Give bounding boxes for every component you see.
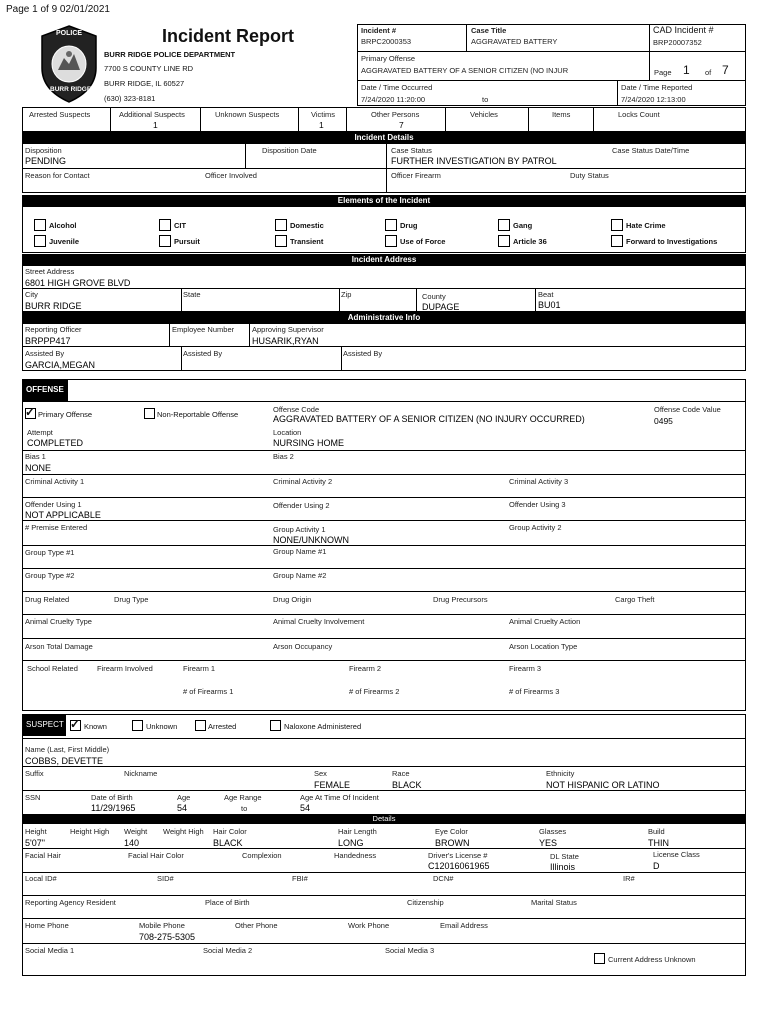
- victims-label: Victims: [311, 110, 336, 119]
- approving-supervisor-value: HUSARIK,RYAN: [252, 336, 319, 346]
- license-class-value: D: [653, 861, 660, 871]
- location-label: Location: [273, 428, 302, 437]
- offense-code-label: Offense Code: [273, 405, 320, 414]
- eye-color-label: Eye Color: [435, 827, 468, 836]
- drug-origin-label: Drug Origin: [273, 595, 312, 604]
- element-pursuit-label: Pursuit: [174, 237, 200, 246]
- report-title: Incident Report: [162, 26, 295, 46]
- cad-incident-value: BRP20007352: [653, 38, 702, 47]
- sex-value: FEMALE: [314, 780, 351, 790]
- element-alcohol-label: Alcohol: [49, 221, 77, 230]
- element-hate-crime-label: Hate Crime: [626, 221, 666, 230]
- state-label: State: [183, 290, 201, 299]
- drivers-license-value: C12016061965: [428, 861, 490, 871]
- license-class-label: License Class: [653, 850, 700, 859]
- sid-label: SID#: [157, 874, 174, 883]
- victims-value: 1: [319, 120, 324, 130]
- administrative-info-bar: Administrative Info: [22, 312, 746, 323]
- criminal-activity-2-label: Criminal Activity 2: [273, 477, 333, 486]
- element-use-of-force-label: Use of Force: [400, 237, 446, 246]
- firearm-3-label: Firearm 3: [509, 664, 542, 673]
- dl-state-value: Illinois: [550, 862, 576, 872]
- police-badge-logo: [36, 24, 102, 104]
- bias1-label: Bias 1: [25, 452, 46, 461]
- criminal-activity-3-label: Criminal Activity 3: [509, 477, 569, 486]
- handedness-label: Handedness: [334, 851, 377, 860]
- element-cit-label: CIT: [174, 221, 187, 230]
- items-label: Items: [552, 110, 571, 119]
- arrested-suspects-label: Arrested Suspects: [29, 110, 91, 119]
- element-hate-crime-checkbox[interactable]: [611, 219, 623, 231]
- badge-bottom-text: BURR RIDGE: [50, 86, 92, 93]
- home-phone-label: Home Phone: [25, 921, 69, 930]
- department-address2: BURR RIDGE, IL 60527: [104, 79, 185, 88]
- premise-entered-label: # Premise Entered: [25, 523, 88, 532]
- social-media-3-label: Social Media 3: [385, 946, 435, 955]
- element-juvenile-label: Juvenile: [49, 237, 80, 246]
- page-number: 1: [683, 63, 690, 77]
- assisted-by-1-value: GARCIA,MEGAN: [25, 360, 96, 370]
- eye-color-value: BROWN: [435, 838, 470, 848]
- bias1-value: NONE: [25, 463, 52, 473]
- firearm-2-label: Firearm 2: [349, 664, 382, 673]
- incident-details-bar: Incident Details: [22, 132, 746, 143]
- page-header: Page 1 of 9 02/01/2021: [6, 4, 110, 15]
- element-use-of-force-checkbox[interactable]: [385, 235, 397, 247]
- offender-using-3-label: Offender Using 3: [509, 500, 566, 509]
- elements-bar: Elements of the Incident: [22, 195, 746, 206]
- build-value: THIN: [648, 838, 669, 848]
- offense-tag: OFFENSE: [22, 379, 68, 401]
- zip-label: Zip: [341, 290, 352, 299]
- offender-using-1-label: Offender Using 1: [25, 500, 82, 509]
- current-address-unknown-checkbox[interactable]: [594, 953, 605, 964]
- arson-location-type-label: Arson Location Type: [509, 642, 578, 651]
- officer-involved-label: Officer Involved: [205, 171, 257, 180]
- bias2-label: Bias 2: [273, 452, 294, 461]
- beat-label: Beat: [538, 290, 554, 299]
- attempt-value: COMPLETED: [27, 438, 84, 448]
- drug-type-label: Drug Type: [114, 595, 149, 604]
- street-address-value: 6801 HIGH GROVE BLVD: [25, 278, 131, 288]
- additional-suspects-value: 1: [153, 120, 158, 130]
- ir-label: IR#: [623, 874, 635, 883]
- drug-precursors-label: Drug Precursors: [433, 595, 488, 604]
- city-value: BURR RIDGE: [25, 301, 82, 311]
- non-reportable-offense-label: Non-Reportable Offense: [157, 410, 239, 419]
- email-address-label: Email Address: [440, 921, 488, 930]
- facial-hair-label: Facial Hair: [25, 851, 61, 860]
- sex-label: Sex: [314, 769, 327, 778]
- badge-top-text: POLICE: [56, 30, 83, 37]
- age-range-label: Age Range: [224, 793, 262, 802]
- disposition-value: PENDING: [25, 156, 67, 166]
- vehicles-label: Vehicles: [470, 110, 498, 119]
- age-value: 54: [177, 803, 188, 813]
- element-cit-checkbox[interactable]: [159, 219, 171, 231]
- page-total: 7: [722, 63, 729, 77]
- age-range-to: to: [241, 804, 248, 813]
- group-type-2-label: Group Type #2: [25, 571, 75, 580]
- element-gang-label: Gang: [513, 221, 533, 230]
- nickname-label: Nickname: [124, 769, 158, 778]
- arson-total-damage-label: Arson Total Damage: [25, 642, 93, 651]
- element-drug-label: Drug: [400, 221, 418, 230]
- complexion-label: Complexion: [242, 851, 282, 860]
- occurred-label: Date / Time Occurred: [361, 83, 433, 92]
- element-article-36-checkbox[interactable]: [498, 235, 510, 247]
- incident-address-bar: Incident Address: [22, 254, 746, 265]
- occurred-value: 7/24/2020 11:20:00: [361, 95, 426, 104]
- group-name-2-label: Group Name #2: [273, 571, 327, 580]
- department-address1: 7700 S COUNTY LINE RD: [104, 64, 194, 73]
- current-address-unknown-label: Current Address Unknown: [608, 955, 696, 964]
- case-status-date-label: Case Status Date/Time: [612, 146, 690, 155]
- element-gang-checkbox[interactable]: [498, 219, 510, 231]
- offender-using-1-value: NOT APPLICABLE: [25, 510, 101, 520]
- incident-number-label: Incident #: [361, 26, 397, 35]
- reason-for-contact-label: Reason for Contact: [25, 171, 90, 180]
- element-transient-checkbox[interactable]: [275, 235, 287, 247]
- dob-value: 11/29/1965: [91, 803, 136, 813]
- unknown-suspects-label: Unknown Suspects: [215, 110, 280, 119]
- element-drug-checkbox[interactable]: [385, 219, 397, 231]
- disposition-date-label: Disposition Date: [262, 146, 317, 155]
- group-activity-1-value: NONE/UNKNOWN: [273, 535, 349, 545]
- fbi-label: FBI#: [292, 874, 308, 883]
- build-label: Build: [648, 827, 665, 836]
- element-juvenile-checkbox[interactable]: [34, 235, 46, 247]
- department-name: BURR RIDGE POLICE DEPARTMENT: [104, 50, 236, 59]
- reported-value: 7/24/2020 12:13:00: [621, 95, 686, 104]
- case-title-value: AGGRAVATED BATTERY: [471, 37, 558, 46]
- naloxone-label: Naloxone Administered: [284, 722, 362, 731]
- weight-value: 140: [124, 838, 140, 848]
- attempt-label: Attempt: [27, 428, 53, 437]
- city-label: City: [25, 290, 38, 299]
- details-bar: Details: [22, 814, 746, 824]
- firearms-count-2-label: # of Firearms 2: [349, 687, 400, 696]
- employee-number-label: Employee Number: [172, 325, 235, 334]
- non-reportable-offense-checkbox[interactable]: [144, 408, 155, 419]
- reporting-officer-value: BRPPP417: [25, 336, 71, 346]
- hair-length-value: LONG: [338, 838, 364, 848]
- ethnicity-value: NOT HISPANIC OR LATINO: [546, 780, 660, 790]
- drug-related-label: Drug Related: [25, 595, 70, 604]
- facial-hair-color-label: Facial Hair Color: [128, 851, 184, 860]
- other-persons-label: Other Persons: [371, 110, 420, 119]
- hair-color-value: BLACK: [213, 838, 243, 848]
- animal-cruelty-type-label: Animal Cruelty Type: [25, 617, 92, 626]
- occurred-to-label: to: [482, 95, 489, 104]
- arson-occupancy-label: Arson Occupancy: [273, 642, 333, 651]
- naloxone-checkbox[interactable]: [270, 720, 281, 731]
- firearm-1-label: Firearm 1: [183, 664, 216, 673]
- element-domestic-checkbox[interactable]: [275, 219, 287, 231]
- element-pursuit-checkbox[interactable]: [159, 235, 171, 247]
- drivers-license-label: Driver's License #: [428, 851, 488, 860]
- race-label: Race: [392, 769, 410, 778]
- suspect-tag: SUSPECT: [22, 714, 66, 736]
- criminal-activity-1-label: Criminal Activity 1: [25, 477, 85, 486]
- locks-count-label: Locks Count: [618, 110, 660, 119]
- glasses-value: YES: [539, 838, 558, 848]
- offense-code-value-label: Offense Code Value: [654, 405, 721, 414]
- reporting-agency-resident-label: Reporting Agency Resident: [25, 898, 116, 907]
- age-at-incident-label: Age At Time Of Incident: [300, 793, 379, 802]
- firearms-count-1-label: # of Firearms 1: [183, 687, 234, 696]
- approving-supervisor-label: Approving Supervisor: [252, 325, 324, 334]
- glasses-label: Glasses: [539, 827, 567, 836]
- reported-label: Date / Time Reported: [621, 83, 693, 92]
- element-transient-label: Transient: [290, 237, 324, 246]
- page-of-label: of: [705, 68, 712, 77]
- known-label: Known: [84, 722, 107, 731]
- ssn-label: SSN: [25, 793, 41, 802]
- group-type-1-label: Group Type #1: [25, 548, 75, 557]
- street-address-label: Street Address: [25, 267, 75, 276]
- element-forward-to-investigations-label: Forward to Investigations: [626, 237, 718, 246]
- disposition-label: Disposition: [25, 146, 62, 155]
- other-persons-value: 7: [399, 120, 404, 130]
- county-value: DUPAGE: [422, 302, 460, 312]
- suspect-name-value: COBBS, DEVETTE: [25, 756, 104, 766]
- animal-cruelty-involvement-label: Animal Cruelty Involvement: [273, 617, 365, 626]
- arrested-label: Arrested: [208, 722, 237, 731]
- dl-state-label: DL State: [550, 852, 579, 861]
- offense-code-value: AGGRAVATED BATTERY OF A SENIOR CITIZEN (NO INJURY OCCURRED): [273, 414, 585, 424]
- place-of-birth-label: Place of Birth: [205, 898, 250, 907]
- checkmark-icon: ✓: [25, 405, 36, 419]
- suffix-label: Suffix: [25, 769, 44, 778]
- element-domestic-label: Domestic: [290, 221, 324, 230]
- work-phone-label: Work Phone: [348, 921, 390, 930]
- cargo-theft-label: Cargo Theft: [615, 595, 655, 604]
- firearm-involved-label: Firearm Involved: [97, 664, 153, 673]
- beat-value: BU01: [538, 300, 561, 310]
- mobile-phone-value: 708-275-5305: [139, 932, 196, 942]
- assisted-by-1-label: Assisted By: [25, 349, 65, 358]
- age-label: Age: [177, 793, 191, 802]
- reporting-officer-label: Reporting Officer: [25, 325, 82, 334]
- age-at-incident-value: 54: [300, 803, 311, 813]
- assisted-by-2-label: Assisted By: [183, 349, 223, 358]
- height-value: 5'07": [25, 838, 45, 848]
- hair-length-label: Hair Length: [338, 827, 377, 836]
- county-label: County: [422, 292, 446, 301]
- ethnicity-label: Ethnicity: [546, 769, 575, 778]
- location-value: NURSING HOME: [273, 438, 345, 448]
- duty-status-label: Duty Status: [570, 171, 609, 180]
- assisted-by-3-label: Assisted By: [343, 349, 383, 358]
- element-alcohol-checkbox[interactable]: [34, 219, 46, 231]
- additional-suspects-label: Additional Suspects: [119, 110, 185, 119]
- checkmark-icon: ✓: [70, 717, 81, 731]
- firearms-count-3-label: # of Firearms 3: [509, 687, 560, 696]
- group-activity-2-label: Group Activity 2: [509, 523, 562, 532]
- suspect-name-label: Name (Last, First Middle): [25, 745, 110, 754]
- unknown-checkbox[interactable]: [132, 720, 143, 731]
- incident-number-value: BRPC2000353: [361, 37, 412, 46]
- height-high-label: Height High: [70, 827, 110, 836]
- case-status-value: FURTHER INVESTIGATION BY PATROL: [391, 156, 557, 166]
- page-label: Page: [654, 68, 672, 77]
- element-forward-to-investigations-checkbox[interactable]: [611, 235, 623, 247]
- social-media-1-label: Social Media 1: [25, 946, 75, 955]
- group-name-1-label: Group Name #1: [273, 547, 327, 556]
- cad-incident-label: CAD Incident #: [653, 25, 714, 35]
- other-phone-label: Other Phone: [235, 921, 278, 930]
- arrested-checkbox[interactable]: [195, 720, 206, 731]
- school-related-label: School Related: [27, 664, 78, 673]
- race-value: BLACK: [392, 780, 422, 790]
- animal-cruelty-action-label: Animal Cruelty Action: [509, 617, 581, 626]
- case-status-label: Case Status: [391, 146, 432, 155]
- department-phone: (630) 323-8181: [104, 94, 156, 103]
- citizenship-label: Citizenship: [407, 898, 444, 907]
- officer-firearm-label: Officer Firearm: [391, 171, 441, 180]
- weight-label: Weight: [124, 827, 148, 836]
- group-activity-1-label: Group Activity 1: [273, 525, 326, 534]
- case-title-label: Case Title: [471, 26, 507, 35]
- mobile-phone-label: Mobile Phone: [139, 921, 185, 930]
- height-label: Height: [25, 827, 47, 836]
- primary-offense-label: Primary Offense: [38, 410, 93, 419]
- dcn-label: DCN#: [433, 874, 454, 883]
- element-article-36-label: Article 36: [513, 237, 547, 246]
- offender-using-2-label: Offender Using 2: [273, 501, 330, 510]
- primary-offense-label: Primary Offense: [361, 54, 416, 63]
- local-id-label: Local ID#: [25, 874, 57, 883]
- unknown-label: Unknown: [146, 722, 178, 731]
- offense-code-value-value: 0495: [654, 416, 673, 426]
- social-media-2-label: Social Media 2: [203, 946, 253, 955]
- marital-status-label: Marital Status: [531, 898, 577, 907]
- primary-offense-value: AGGRAVATED BATTERY OF A SENIOR CITIZEN (NO INJUR: [361, 66, 569, 75]
- weight-high-label: Weight High: [163, 827, 204, 836]
- hair-color-label: Hair Color: [213, 827, 247, 836]
- dob-label: Date of Birth: [91, 793, 133, 802]
